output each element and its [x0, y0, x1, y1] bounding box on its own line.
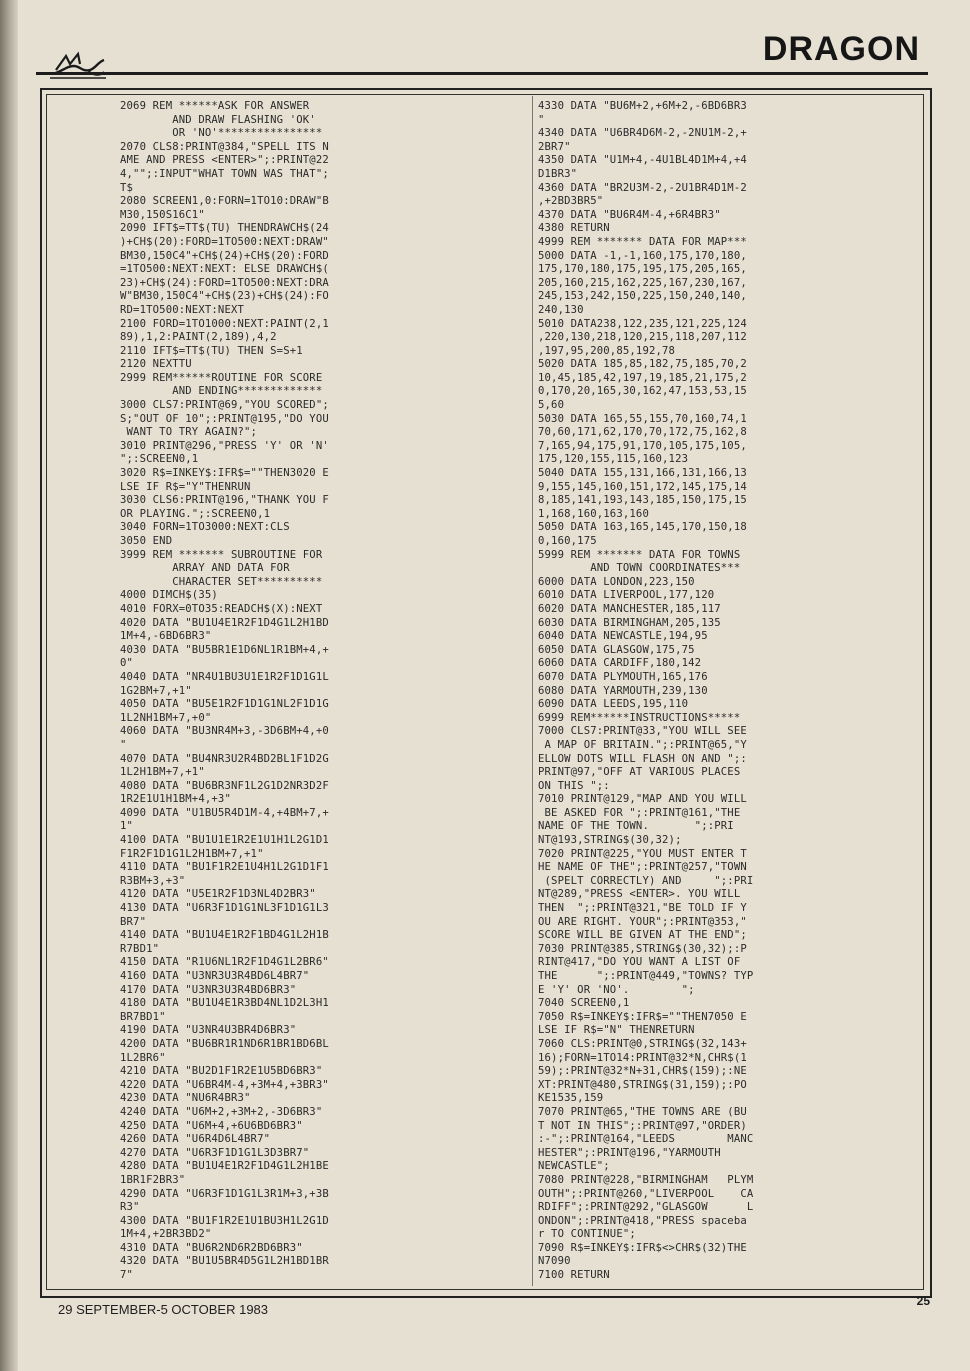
code-line: 0,170,20,165,30,162,47,153,53,15: [538, 385, 747, 398]
magazine-spine: [0, 0, 18, 1371]
code-line: 6050 DATA GLASGOW,175,75: [538, 643, 695, 656]
code-line: BE ASKED FOR ";:PRINT@161,"THE: [538, 806, 741, 819]
code-line: 4370 DATA "BU6R4M-4,+6R4BR3": [538, 208, 721, 221]
code-line: 0": [120, 657, 134, 670]
code-line: :-";:PRINT@164,"LEEDS MANC: [538, 1133, 754, 1146]
code-line: 6000 DATA LONDON,223,150: [538, 575, 695, 588]
code-line: r TO CONTINUE";: [538, 1228, 636, 1241]
code-line: OUTH";:PRINT@260,"LIVERPOOL CA: [538, 1187, 754, 1200]
code-line: T NOT IN THIS";:PRINT@97,"ORDER): [538, 1119, 747, 1132]
code-line: 0,160,175: [538, 535, 597, 547]
code-line: 3999 REM ******* SUBROUTINE FOR: [120, 548, 323, 561]
code-line: 6080 DATA YARMOUTH,239,130: [538, 684, 708, 697]
code-line: 5999 REM ******* DATA FOR TOWNS: [538, 548, 741, 561]
code-line: A MAP OF BRITAIN.";:PRINT@65,"Y: [538, 738, 747, 751]
code-line: )+CH$(20):FORD=1TO500:NEXT:DRAW": [120, 235, 329, 248]
code-line: 4190 DATA "U3NR4U3BR4D6BR3": [120, 1024, 297, 1037]
code-line: T$: [120, 181, 134, 194]
code-line: 1L2NH1BM+7,+0": [120, 711, 212, 724]
code-line: ": [120, 738, 127, 751]
code-line: =1TO500:NEXT:NEXT: ELSE DRAWCH$(: [120, 263, 329, 276]
code-line: RD=1TO500:NEXT:NEXT: [120, 303, 245, 316]
code-line: 4160 DATA "U3NR3U3R4BD6L4BR7": [120, 970, 310, 982]
code-line: 3040 FORN=1TO3000:NEXT:CLS: [120, 521, 290, 534]
code-line: R3": [120, 1201, 140, 1214]
code-line: N7090: [538, 1255, 571, 1268]
code-line: PRINT@97,"OFF AT VARIOUS PLACES: [538, 766, 741, 779]
code-line: 7050 R$=INKEY$:IFR$=""THEN7050 E: [538, 1010, 747, 1023]
code-line: 1R2E1U1H1BM+4,+3": [120, 793, 231, 806]
code-line: 1G2BM+7,+1": [120, 684, 192, 697]
issue-date: 29 SEPTEMBER-5 OCTOBER 1983: [58, 1302, 269, 1317]
code-line: XT:PRINT@480,STRING$(31,159);:PO: [538, 1078, 747, 1091]
code-line: 3000 CLS7:PRINT@69,"YOU SCORED";: [120, 399, 329, 412]
code-line: 240,130: [538, 303, 584, 316]
code-line: NEWCASTLE";: [538, 1160, 610, 1173]
code-line: CHARACTER SET**********: [120, 575, 323, 588]
code-line: 5010 DATA238,122,235,121,225,124: [538, 317, 747, 330]
code-line: AND DRAW FLASHING 'OK': [120, 113, 316, 126]
code-line: 4290 DATA "U6R3F1D1G1L3R1M+3,+3B: [120, 1187, 329, 1200]
code-line: 2100 FORD=1TO1000:NEXT:PAINT(2,1: [120, 317, 329, 330]
code-line: 10,45,185,42,197,19,185,21,175,2: [538, 371, 747, 384]
code-line: F1R2F1D1G1L2H1BM+7,+1": [120, 847, 264, 860]
code-line: 175,170,180,175,195,175,205,165,: [538, 263, 747, 276]
code-line: 4130 DATA "U6R3F1D1G1NL3F1D1G1L3: [120, 902, 329, 915]
code-line: 7000 CLS7:PRINT@33,"YOU WILL SEE: [538, 725, 747, 738]
code-line: NT@193,STRING$(30,32);: [538, 834, 682, 847]
code-line: 4170 DATA "U3NR3U3R4BD6BR3": [120, 983, 297, 996]
code-line: ARRAY AND DATA FOR: [120, 562, 290, 575]
code-line: 4110 DATA "BU1F1R2E1U4H1L2G1D1F1: [120, 861, 329, 874]
code-line: 3010 PRINT@296,"PRESS 'Y' OR 'N': [120, 439, 329, 452]
code-line: OR 'NO'****************: [120, 127, 323, 140]
code-line: 4150 DATA "R1U6NL1R2F1D4G1L2BR6": [120, 956, 329, 969]
code-line: ELLOW DOTS WILL FLASH ON AND ";:: [538, 752, 747, 765]
code-line: 3030 CLS6:PRINT@196,"THANK YOU F: [120, 494, 329, 507]
code-line: 4020 DATA "BU1U4E1R2F1D4G1L2H1BD: [120, 616, 329, 629]
code-line: 2999 REM******ROUTINE FOR SCORE: [120, 371, 323, 384]
code-line: 7020 PRINT@225,"YOU MUST ENTER T: [538, 847, 747, 860]
code-line: 205,160,215,162,225,167,230,167,: [538, 276, 747, 289]
code-line: 5030 DATA 165,55,155,70,160,74,1: [538, 412, 747, 425]
code-line: NT@289,"PRESS <ENTER>. YOU WILL: [538, 888, 741, 901]
code-line: ,+2BD3BR5": [538, 195, 604, 208]
code-line: 7070 PRINT@65,"THE TOWNS ARE (BU: [538, 1105, 747, 1118]
code-line: 7": [120, 1269, 134, 1282]
code-line: 2110 IFT$=TT$(TU) THEN S=S+1: [120, 344, 303, 357]
code-line: 3050 END: [120, 535, 173, 547]
code-line: RINT@417,"DO YOU WANT A LIST OF: [538, 956, 741, 969]
code-line: 4000 DIMCH$(35): [120, 589, 218, 602]
code-line: ONDON";:PRINT@418,"PRESS spaceba: [538, 1214, 747, 1227]
code-line: 4380 RETURN: [538, 222, 610, 235]
code-line: 4050 DATA "BU5E1R2F1D1G1NL2F1D1G: [120, 698, 329, 711]
code-line: 7030 PRINT@385,STRING$(30,32);:P: [538, 942, 747, 955]
column-divider: [532, 96, 533, 1286]
code-line: NAME OF THE TOWN. ";:PRI: [538, 820, 734, 833]
code-line: 6020 DATA MANCHESTER,185,117: [538, 602, 721, 615]
code-line: 6010 DATA LIVERPOOL,177,120: [538, 589, 715, 602]
code-line: 2BR7": [538, 140, 571, 153]
code-line: 4330 DATA "BU6M+2,+6M+2,-6BD6BR3: [538, 100, 747, 112]
code-line: 6070 DATA PLYMOUTH,165,176: [538, 670, 708, 683]
code-line: 7040 SCREEN0,1: [538, 997, 630, 1010]
dragon-logo-icon: [48, 48, 108, 80]
code-line: 3020 R$=INKEY$:IFR$=""THEN3020 E: [120, 467, 329, 480]
code-line: 4120 DATA "U5E1R2F1D3NL4D2BR3": [120, 888, 316, 901]
code-line: 4030 DATA "BU5BR1E1D6NL1R1BM+4,+: [120, 643, 329, 656]
code-line: OU ARE RIGHT. YOUR";:PRINT@353,": [538, 915, 747, 928]
code-line: 4360 DATA "BR2U3M-2,-2U1BR4D1M-2: [538, 181, 747, 194]
code-line: 4220 DATA "U6BR4M-4,+3M+4,+3BR3": [120, 1078, 329, 1091]
code-line: 9,155,145,160,151,172,145,175,14: [538, 480, 747, 493]
code-line: 7090 R$=INKEY$:IFR$<>CHR$(32)THE: [538, 1241, 747, 1254]
code-line: 2069 REM ******ASK FOR ANSWER: [120, 100, 310, 112]
code-line: 2070 CLS8:PRINT@384,"SPELL ITS N: [120, 140, 329, 153]
code-line: 23)+CH$(24):FORD=1TO500:NEXT:DRA: [120, 276, 329, 289]
code-line: 5050 DATA 163,165,145,170,150,18: [538, 521, 747, 534]
code-line: 7100 RETURN: [538, 1269, 610, 1282]
code-line: 6999 REM******INSTRUCTIONS*****: [538, 711, 741, 724]
listing-right-column: [538, 100, 910, 1284]
code-line: 4070 DATA "BU4NR3U2R4BD2BL1F1D2G: [120, 752, 329, 765]
code-line: ,220,130,218,120,215,118,207,112: [538, 331, 747, 344]
code-line: THE ";:PRINT@449,"TOWNS? TYP: [538, 970, 754, 982]
code-line: 5000 DATA -1,-1,160,175,170,180,: [538, 249, 747, 262]
code-line: 4210 DATA "BU2D1F1R2E1U5BD6BR3": [120, 1065, 323, 1078]
code-line: S;"OUT OF 10";:PRINT@195,"DO YOU: [120, 412, 329, 425]
code-line: BM30,150C4"+CH$(24)+CH$(20):FORD: [120, 249, 329, 262]
code-line: 70,60,171,62,170,70,172,75,162,8: [538, 426, 747, 439]
code-line: AND ENDING*************: [120, 385, 323, 398]
code-line: LSE IF R$="N" THENRETURN: [538, 1024, 695, 1037]
code-line: 1L2BR6": [120, 1051, 166, 1064]
code-line: 4280 DATA "BU1U4E1R2F1D4G1L2H1BE: [120, 1160, 329, 1173]
code-line: W"BM30,150C4"+CH$(23)+CH$(24):FO: [120, 290, 329, 303]
code-line: M30,150S16C1": [120, 208, 205, 221]
code-line: 4340 DATA "U6BR4D6M-2,-2NU1M-2,+: [538, 127, 747, 140]
code-line: 1,168,160,163,160: [538, 507, 649, 520]
code-line: 4320 DATA "BU1U5BR4D5G1L2H1BD1BR: [120, 1255, 329, 1268]
code-line: 7060 CLS:PRINT@0,STRING$(32,143+: [538, 1037, 747, 1050]
code-line: 175,120,155,115,160,123: [538, 453, 689, 466]
code-line: ON THIS ";:: [538, 779, 610, 792]
code-line: 7080 PRINT@228,"BIRMINGHAM PLYM: [538, 1173, 754, 1186]
code-line: 4,"";:INPUT"WHAT TOWN WAS THAT";: [120, 167, 329, 180]
code-line: 4140 DATA "BU1U4E1R2F1BD4G1L2H1B: [120, 929, 329, 942]
code-line: 16);FORN=1TO14:PRINT@32*N,CHR$(1: [538, 1051, 747, 1064]
code-line: HE NAME OF THE";:PRINT@257,"TOWN: [538, 861, 747, 874]
code-line: 4180 DATA "BU1U4E1R3BD4NL1D2L3H1: [120, 997, 329, 1010]
code-line: 89),1,2:PAINT(2,189),4,2: [120, 331, 277, 344]
code-line: 1BR1F2BR3": [120, 1173, 186, 1186]
code-line: 2090 IFT$=TT$(TU) THENDRAWCH$(24: [120, 222, 329, 235]
code-line: 4999 REM ******* DATA FOR MAP***: [538, 235, 747, 248]
code-line: WANT TO TRY AGAIN?";: [120, 426, 258, 439]
code-line: BR7BD1": [120, 1010, 166, 1023]
code-line: 6040 DATA NEWCASTLE,194,95: [538, 630, 708, 643]
code-line: 4300 DATA "BU1F1R2E1U1BU3H1L2G1D: [120, 1214, 329, 1227]
code-line: 1L2H1BM+7,+1": [120, 766, 205, 779]
header-rule: [36, 72, 928, 75]
code-line: 6030 DATA BIRMINGHAM,205,135: [538, 616, 721, 629]
page-number: 25: [916, 1294, 930, 1308]
code-line: R7BD1": [120, 942, 160, 955]
listing-left-column: [120, 100, 520, 1284]
code-line: ": [538, 113, 545, 126]
code-line: 245,153,242,150,225,150,240,140,: [538, 290, 747, 303]
code-line: 4350 DATA "U1M+4,-4U1BL4D1M+4,+4: [538, 154, 747, 167]
code-line: 4240 DATA "U6M+2,+3M+2,-3D6BR3": [120, 1105, 323, 1118]
code-line: AME AND PRESS <ENTER>";:PRINT@22: [120, 154, 329, 167]
code-line: RDIFF";:PRINT@292,"GLASGOW L: [538, 1201, 754, 1214]
code-line: 4060 DATA "BU3NR4M+3,-3D6BM+4,+0: [120, 725, 329, 738]
code-line: 5040 DATA 155,131,166,131,166,13: [538, 467, 747, 480]
code-line: HESTER";:PRINT@196,"YARMOUTH: [538, 1146, 721, 1159]
code-line: 1M+4,+2BR3BD2": [120, 1228, 212, 1241]
code-line: 8,185,141,193,143,185,150,175,15: [538, 494, 747, 507]
code-line: (SPELT CORRECTLY) AND ";:PRI: [538, 874, 754, 887]
section-title: DRAGON: [762, 30, 920, 68]
code-line: AND TOWN COORDINATES***: [538, 562, 741, 575]
code-line: 4010 FORX=0TO35:READCH$(X):NEXT: [120, 602, 323, 615]
code-line: SCORE WILL BE GIVEN AT THE END";: [538, 929, 747, 942]
code-line: BR7": [120, 915, 147, 928]
code-line: LSE IF R$="Y"THENRUN: [120, 480, 251, 493]
code-line: 4090 DATA "U1BU5R4D1M-4,+4BM+7,+: [120, 806, 329, 819]
code-line: 4310 DATA "BU6R2ND6R2BD6BR3": [120, 1241, 303, 1254]
code-line: 4200 DATA "BU6BR1R1ND6R1BR1BD6BL: [120, 1037, 329, 1050]
code-line: 6060 DATA CARDIFF,180,142: [538, 657, 702, 670]
code-line: 4100 DATA "BU1U1E1R2E1U1H1L2G1D1: [120, 834, 329, 847]
code-line: ,197,95,200,85,192,78: [538, 344, 676, 357]
code-line: OR PLAYING.";:SCREEN0,1: [120, 507, 271, 520]
code-line: 7010 PRINT@129,"MAP AND YOU WILL: [538, 793, 747, 806]
code-line: R3BM+3,+3": [120, 874, 186, 887]
code-line: 4080 DATA "BU6BR3NF1L2G1D2NR3D2F: [120, 779, 329, 792]
code-line: 4260 DATA "U6R4D6L4BR7": [120, 1133, 271, 1146]
code-line: E 'Y' OR 'NO'. ";: [538, 983, 695, 996]
code-line: 5020 DATA 185,85,182,75,185,70,2: [538, 358, 747, 371]
code-line: 1": [120, 820, 134, 833]
code-line: 5,60: [538, 399, 565, 412]
code-line: 59);:PRINT@32*N+31,CHR$(159);:NE: [538, 1065, 747, 1078]
code-line: 6090 DATA LEEDS,195,110: [538, 698, 689, 711]
code-line: D1BR3": [538, 167, 578, 180]
code-line: 4250 DATA "U6M+4,+6U6BD6BR3": [120, 1119, 303, 1132]
code-line: 1M+4,-6BD6BR3": [120, 630, 212, 643]
code-line: 7,165,94,175,91,170,105,175,105,: [538, 439, 747, 452]
code-line: THEN ";:PRINT@321,"BE TOLD IF Y: [538, 902, 747, 915]
code-line: 2120 NEXTTU: [120, 358, 192, 371]
code-line: 4230 DATA "NU6R4BR3": [120, 1092, 251, 1105]
code-line: 2080 SCREEN1,0:FORN=1TO10:DRAW"B: [120, 195, 329, 208]
code-line: 4040 DATA "NR4U1BU3U1E1R2F1D1G1L: [120, 670, 329, 683]
code-line: 4270 DATA "U6R3F1D1G1L3D3BR7": [120, 1146, 310, 1159]
code-line: ";:SCREEN0,1: [120, 453, 199, 466]
code-line: KE1535,159: [538, 1092, 604, 1105]
